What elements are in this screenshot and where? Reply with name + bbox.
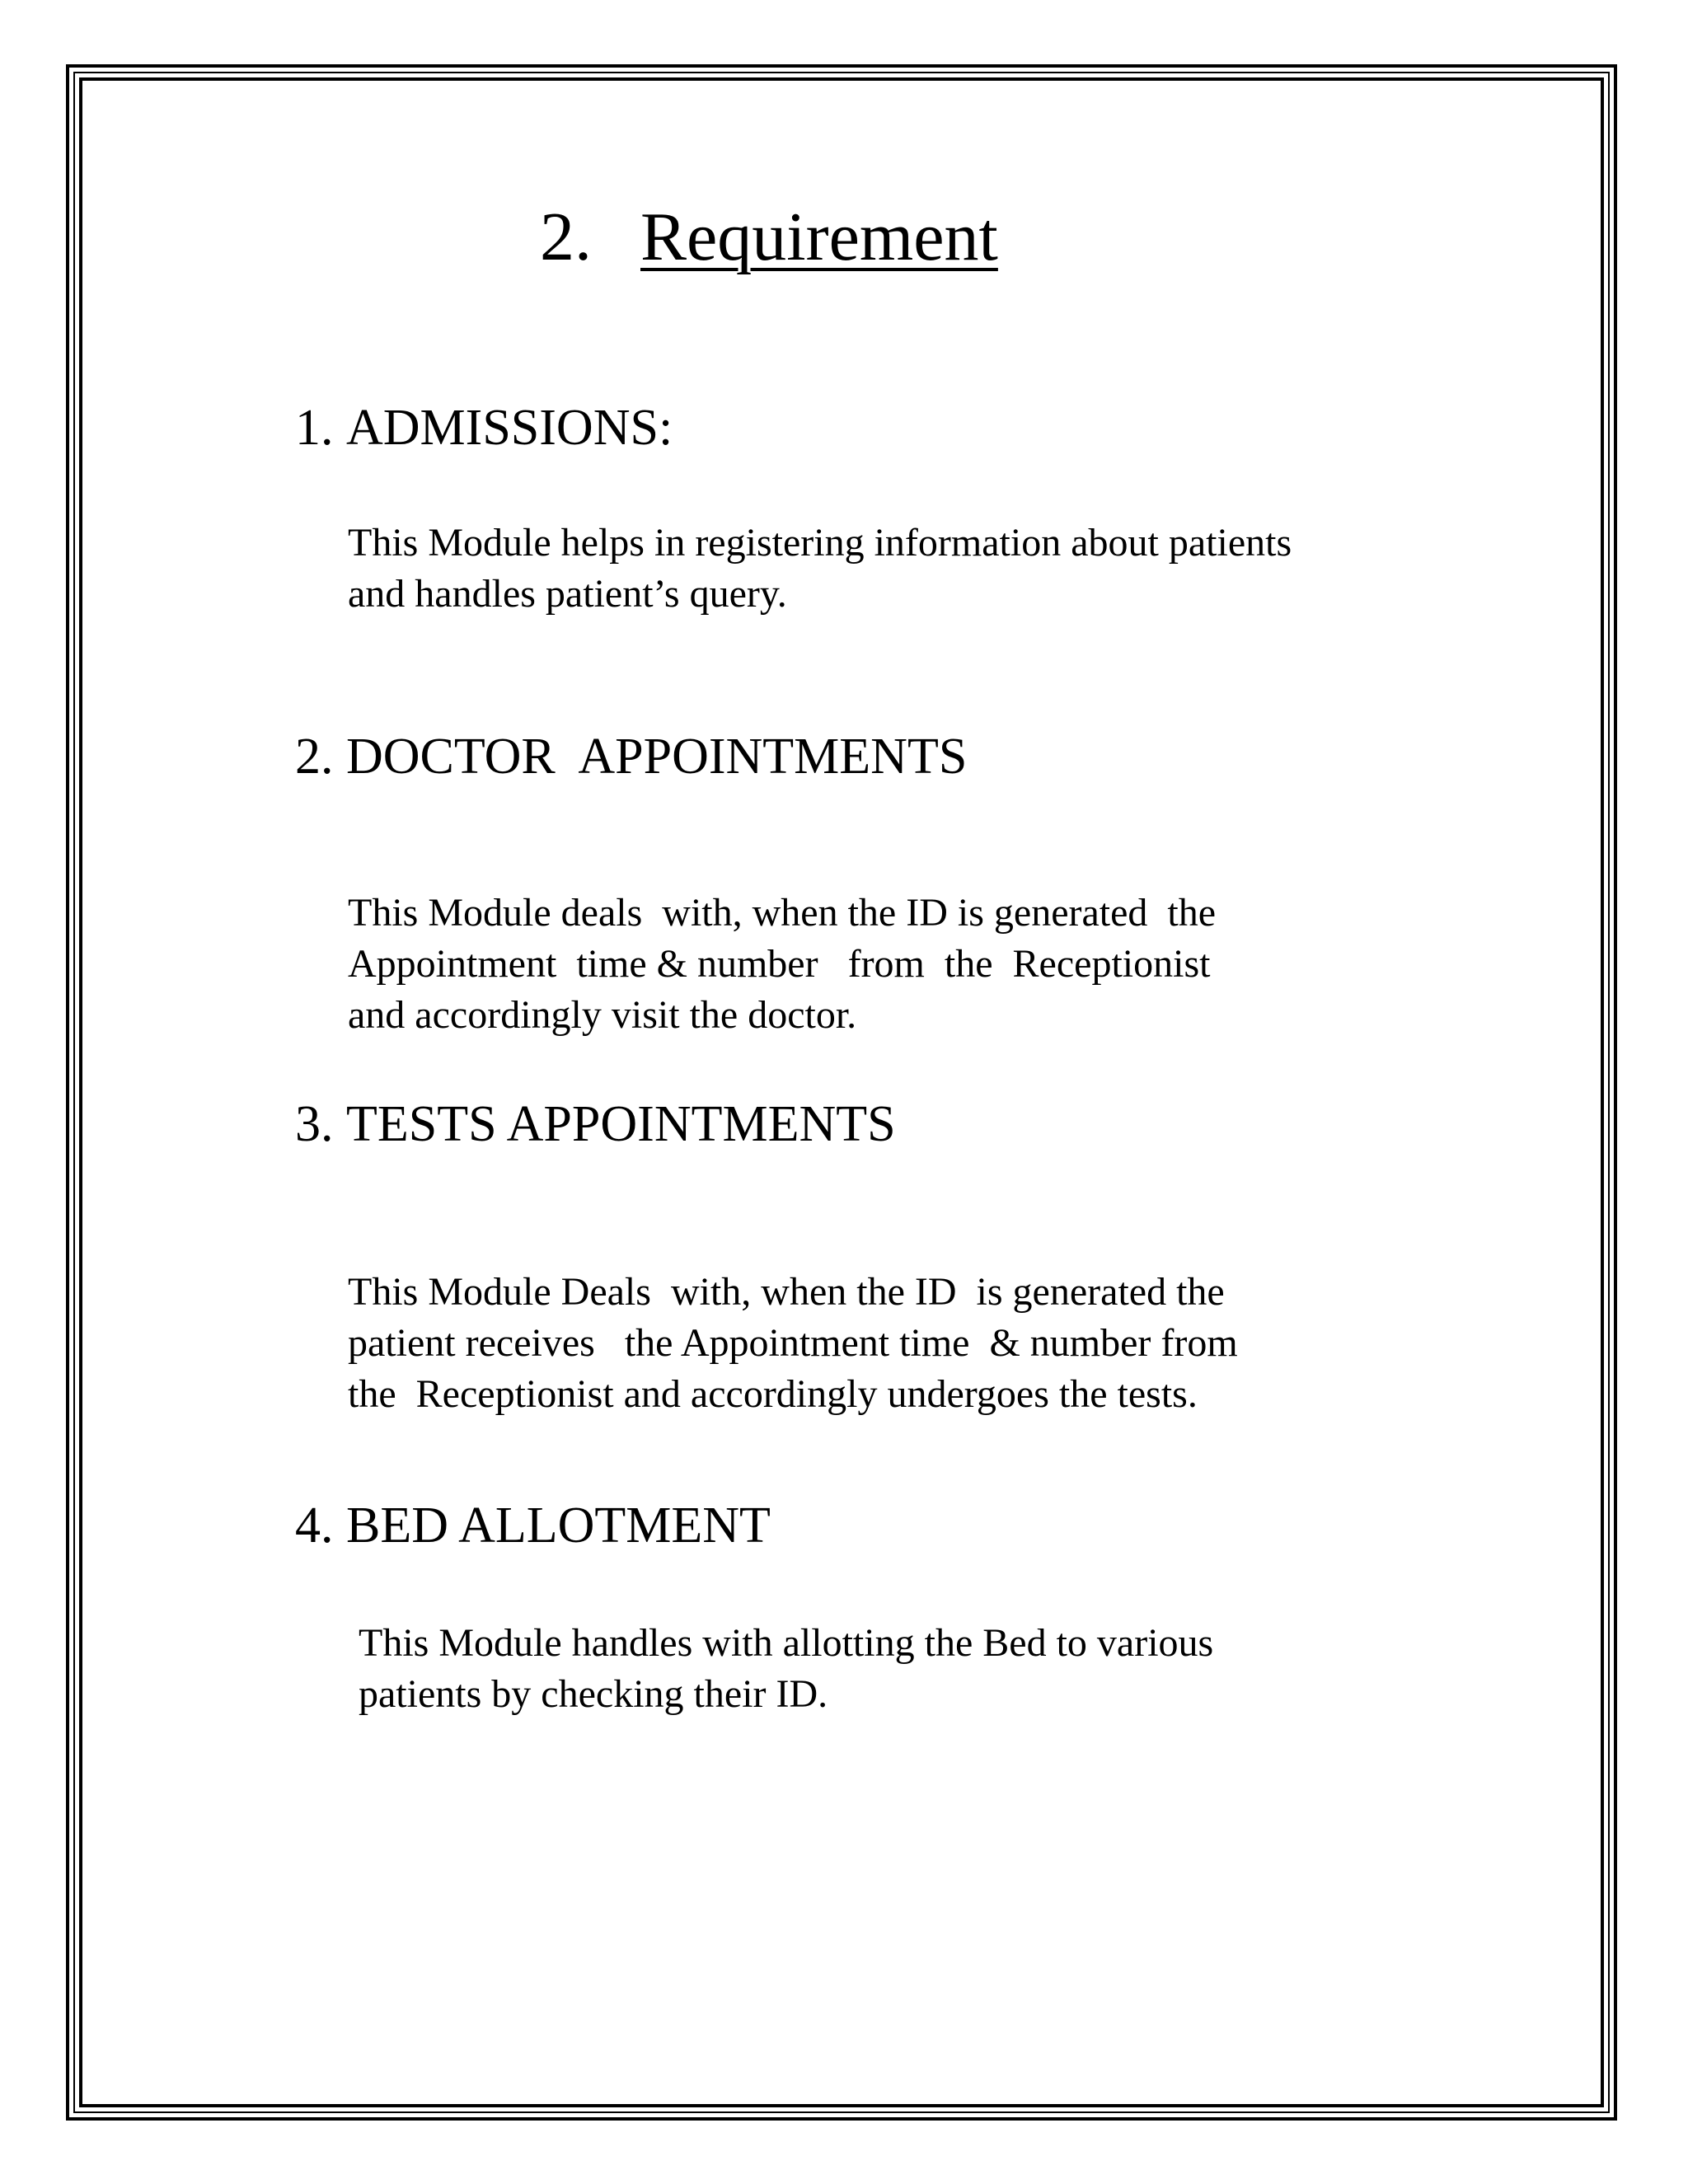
body-line: patients by checking their ID. [359, 1672, 828, 1716]
section-heading-admissions [295, 398, 673, 457]
section-number: 3. [295, 1096, 334, 1152]
section-body-bed-allotment [359, 1618, 1213, 1720]
section-heading-text: TESTS APPOINTMENTS [346, 1096, 896, 1152]
body-line: patient receives the Appointment time & number from [348, 1321, 1238, 1365]
section-number: 2. [295, 729, 334, 785]
page-title-number: 2. [540, 199, 592, 275]
section-heading-bed-allotment [295, 1496, 771, 1555]
section-heading-tests-appointments [295, 1094, 896, 1154]
section-heading-text: BED ALLOTMENT [346, 1497, 771, 1554]
section-number: 4. [295, 1497, 334, 1554]
body-line: Appointment time & number from the Receptionist [348, 942, 1211, 986]
body-line: and handles patient’s query. [348, 572, 787, 616]
section-body-tests-appointments [348, 1216, 1238, 1420]
body-line: This Module deals with, when the ID is generated the [348, 891, 1217, 935]
page-border-inner [79, 77, 1604, 2107]
body-line: This Module handles with allotting the Bed to various [359, 1621, 1214, 1665]
page-title-text: Requirement [640, 199, 998, 275]
section-heading-text: DOCTOR APPOINTMENTS [346, 729, 968, 785]
body-line: This Module helps in registering information about patients [348, 521, 1292, 565]
section-heading-doctor-appointments [295, 727, 967, 786]
section-number: 1. [295, 400, 334, 456]
body-line: and accordingly visit the doctor. [348, 993, 857, 1037]
page-title [540, 196, 998, 279]
body-line: the Receptionist and accordingly undergoes the tests. [348, 1372, 1198, 1416]
section-body-admissions [348, 518, 1292, 620]
section-heading-text: ADMISSIONS: [346, 400, 673, 456]
body-line: This Module Deals with, when the ID is generated the [348, 1270, 1225, 1314]
section-body-doctor-appointments [348, 837, 1216, 1041]
